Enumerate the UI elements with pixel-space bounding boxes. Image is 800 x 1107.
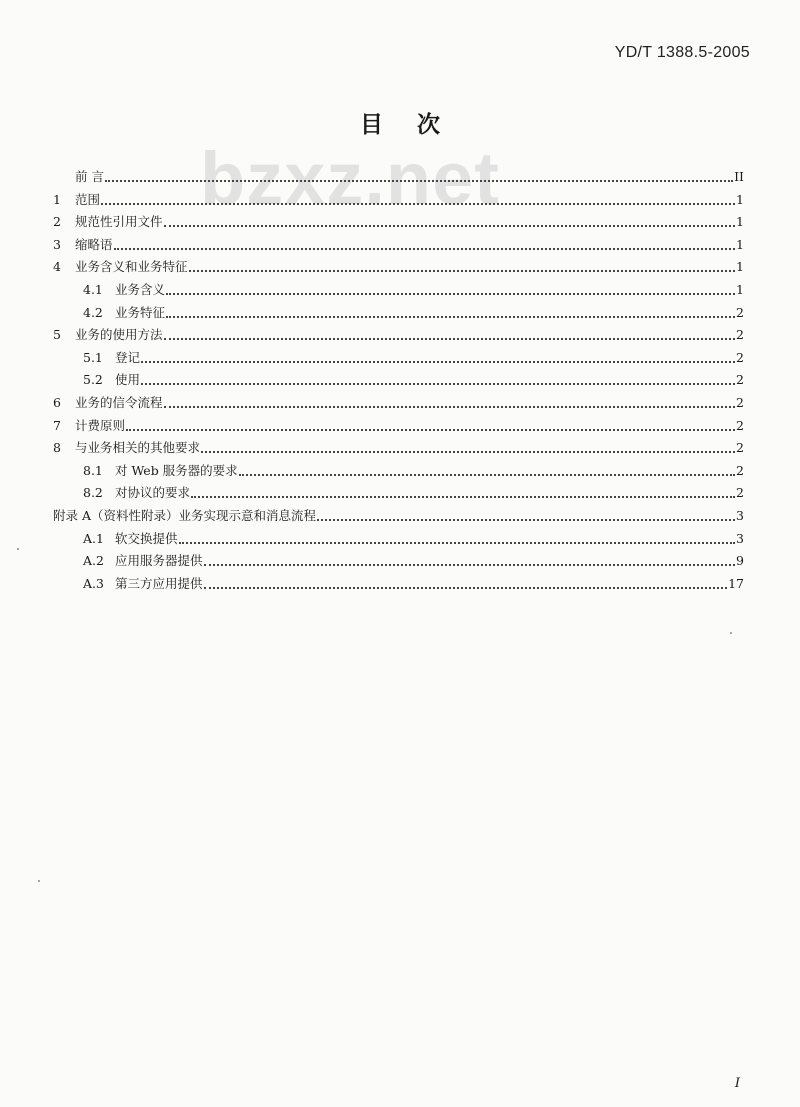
toc-entry-number: 4 [53,259,61,275]
toc-dot-leader [239,474,735,476]
toc-entry-number: 8 [53,440,61,456]
toc-entry-page: 1 [736,214,744,230]
toc-dot-leader [166,316,735,318]
toc-dot-leader [317,519,735,521]
toc-entry-label: 软交换提供 [115,530,178,546]
toc-dot-leader [105,180,733,182]
toc-entry[interactable] [53,502,744,524]
toc-entry-page: 2 [736,395,744,410]
toc-entry-page: 1 [736,191,744,207]
toc-entry-label: 与业务相关的其他要求 [75,440,201,456]
toc-dot-leader [179,542,736,544]
toc-dot-leader [141,383,735,385]
toc-dot-leader [189,270,736,272]
toc-dot-leader [166,293,735,295]
toc-entry[interactable] [83,366,744,388]
page-title: 目次 [360,112,474,138]
toc-entry-page: 2 [736,372,744,388]
toc-dot-leader [164,406,736,408]
toc-entry-label: 范围 [75,191,101,207]
toc-entry-page: 9 [736,553,744,569]
document-code: YD/T 1388.5-2005 [614,44,750,61]
toc-entry-label: 对协议的要求 [115,485,191,501]
toc-entry-label: 缩略语 [75,236,113,252]
page-number: I [734,1076,740,1091]
toc-entry-number: 8.1 [83,462,103,478]
toc-entry-number: 7 [53,417,61,433]
toc-entry[interactable] [83,276,744,298]
toc-entry-number: A.3 [83,575,104,591]
toc-entry-number: 5.2 [83,372,103,388]
toc-dot-leader [201,451,735,453]
scan-speck [38,880,40,882]
toc-entry-number: 5 [53,327,61,343]
toc-entry[interactable] [83,457,744,479]
toc-entry-label: 对 Web 服务器的要求 [115,462,238,478]
toc-entry-label: 第三方应用提供 [115,575,203,591]
watermark: bzxz.net [200,137,500,220]
toc-entry[interactable] [53,186,744,208]
toc-entry-page: 2 [736,327,744,343]
toc-entry[interactable] [83,479,744,501]
toc-entry-page: 1 [736,236,744,252]
toc-dot-leader [114,248,736,250]
toc-entry-label: 应用服务器提供 [115,553,203,569]
toc-entry-label: 业务含义 [115,282,166,297]
toc-entry-page: 2 [736,440,744,456]
toc-entry-number: 4.1 [83,282,103,297]
toc-entry-page: 3 [736,508,744,523]
toc-dot-leader [204,587,728,589]
toc-entry-number: 8.2 [83,485,103,501]
toc-entry-label: 登记 [115,349,141,365]
toc-dot-leader [164,225,736,227]
toc-entry-number: A.1 [83,530,104,546]
toc-entry[interactable] [53,321,744,343]
toc-entry-label: 业务的信令流程 [75,395,163,410]
toc-entry-page: 2 [736,462,744,478]
toc-entry[interactable] [83,547,744,569]
toc-dot-leader [126,429,735,431]
toc-entry[interactable] [53,412,744,434]
toc-entry[interactable] [53,434,744,456]
toc-entry-number: 4.2 [83,304,103,320]
toc-entry[interactable] [53,253,744,275]
toc-entry-label: 使用 [115,372,141,388]
toc-entry[interactable] [83,344,744,366]
toc-entry-page: 1 [736,282,744,297]
toc-entry-label: 规范性引用文件 [75,214,163,230]
toc-entry[interactable] [53,389,744,411]
toc-entry-number: 1 [53,191,61,207]
toc-entry-label: 前 言 [75,169,104,184]
toc-entry[interactable] [83,570,744,592]
toc-entry-page: 2 [736,349,744,365]
scan-speck [730,632,732,634]
toc-dot-leader [164,338,736,340]
toc-entry-label: 计费原则 [75,417,126,433]
toc-entry-number: 6 [53,395,61,410]
toc-dot-leader [101,203,735,205]
toc-entry-page: 2 [736,304,744,320]
toc-entry-number: 5.1 [83,349,103,365]
toc-entry-label: 附录 A（资料性附录）业务实现示意和消息流程 [53,508,317,523]
toc-entry-label: 业务特征 [115,304,166,320]
toc-dot-leader [141,361,735,363]
toc-entry-page: II [734,169,744,184]
toc-dot-leader [191,496,735,498]
toc-entry-page: 1 [736,259,744,275]
toc-entry[interactable] [53,163,744,185]
toc-entry-page: 3 [736,530,744,546]
scan-speck [17,548,19,550]
toc-entry-page: 2 [736,485,744,501]
toc-entry-page: 2 [736,417,744,433]
toc-entry[interactable] [83,299,744,321]
toc-entry-number: 2 [53,214,61,230]
toc-entry[interactable] [53,208,744,230]
toc-entry-page: 17 [728,575,744,591]
toc-entry-number: 3 [53,236,61,252]
toc-entry-label: 业务含义和业务特征 [75,259,188,275]
toc-entry[interactable] [83,525,744,547]
toc-entry[interactable] [53,231,744,253]
toc-entry-number: A.2 [83,553,104,569]
toc-entry-label: 业务的使用方法 [75,327,163,343]
toc-dot-leader [204,564,736,566]
